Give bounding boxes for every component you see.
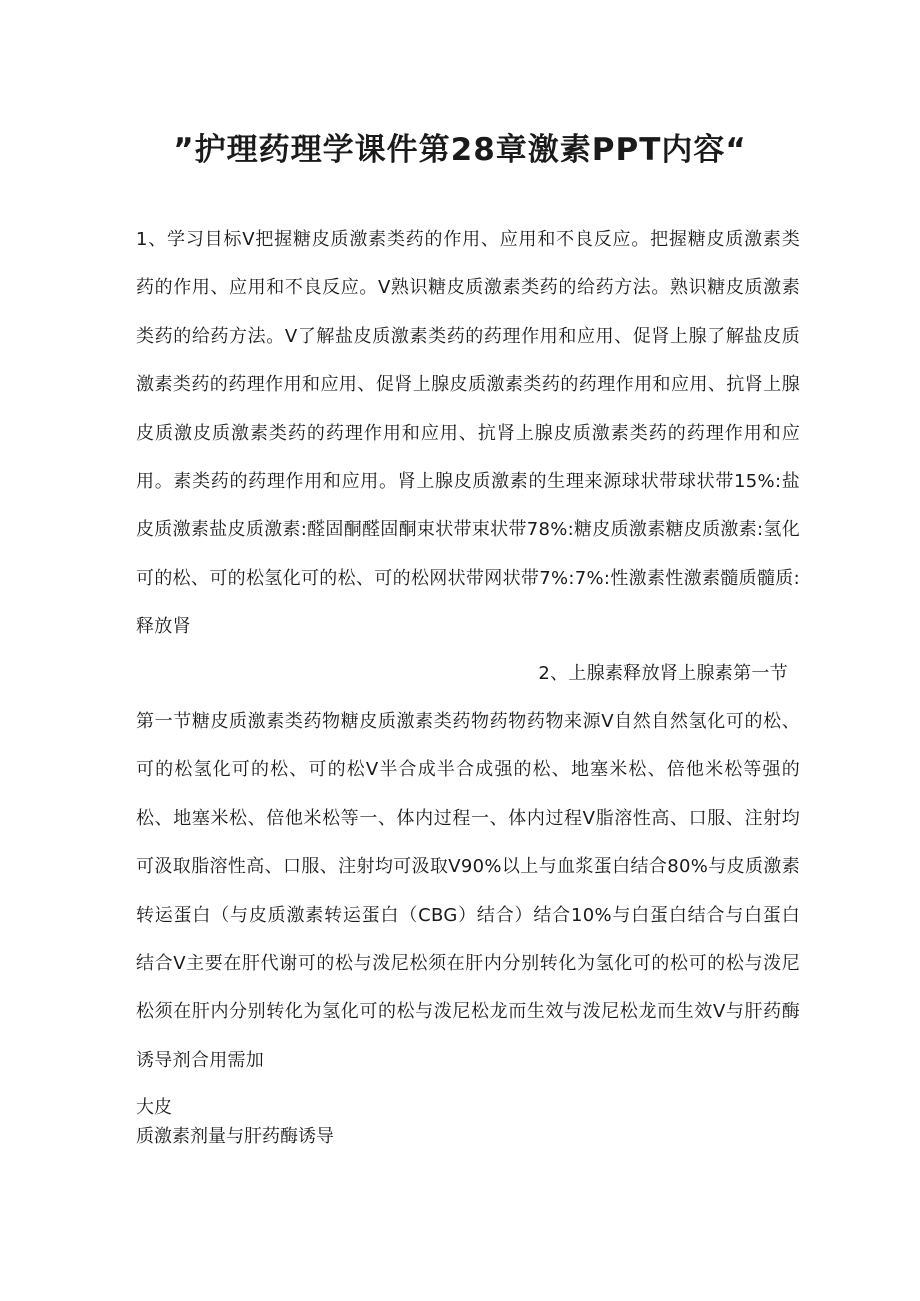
- paragraph-tail-line-1: 大皮: [136, 1097, 172, 1118]
- paragraph-section-2-heading: 2、上腺素释放肾上腺素第一节: [538, 663, 788, 684]
- paragraph-glucocorticoids: 第一节糖皮质激素类药物糖皮质激素类药物药物药物来源V自然自然氢化可的松、可的松氢化可的松、可的松V半合成半合成强的松、地塞米松、倍他米松等强的松、地塞米松、倍他米松等一、体内过程一、体内过程V脂溶性高、口服、注射均可汲取脂溶性高、口服、注射均可汲取V90%以上与血浆蛋白结合80%与皮质激素转运蛋白（与皮质激素转运蛋白（CBG）结合）结合10%与白蛋白结合与白蛋白结合V主要在肝代谢可的松与泼尼松须在肝内分别转化为氢化可的松可的松与泼尼松须在肝内分别转化为氢化可的松与泼尼松龙而生效与泼尼松龙而生效V与肝药酶诱导剂合用需加: [136, 711, 800, 1071]
- paragraph-learning-objectives: 1、学习目标V把握糖皮质激素类药的作用、应用和不良反应。把握糖皮质激素类药的作用、应用和不良反应。V熟识糖皮质激素类药的给药方法。熟识糖皮质激素类药的给药方法。V了解盐皮质激素类药的药理作用和应用、促肾上腺了解盐皮质激素类药的药理作用和应用、促肾上腺皮质激素类药的药理作用和应用、抗肾上腺皮质激皮质激素类药的药理作用和应用、抗肾上腺皮质激素类药的药理作用和应用。素类药的药理作用和应用。肾上腺皮质激素的生理来源球状带球状带15%:盐皮质激素盐皮质激素:醛固酮醛固酮束状带束状带78%:糖皮质激素糖皮质激素:氢化可的松、可的松氢化可的松、可的松网状带网状带7%:7%:性激素性激素髓质髓质:释放肾: [136, 229, 800, 638]
- paragraph-tail-line-2: 质激素剂量与肝药酶诱导: [136, 1126, 334, 1147]
- document-title: ”护理药理学课件第28章激素PPT内容“: [173, 132, 747, 168]
